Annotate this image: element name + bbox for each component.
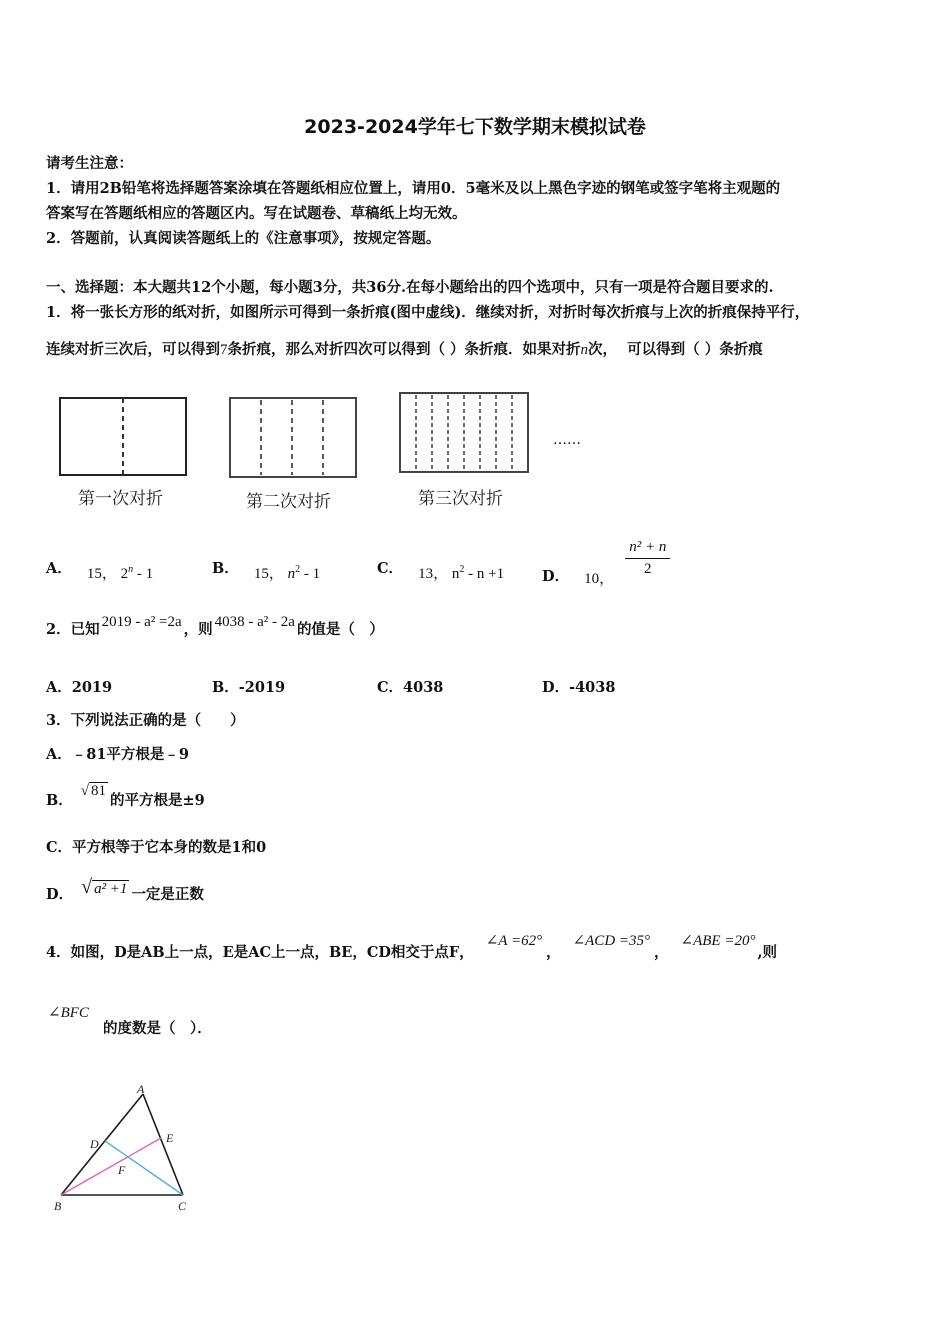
separator: ， <box>101 566 117 582</box>
notice-line-3: 2．答题前，认真阅读答题纸上的《注意事项》，按规定答题。 <box>46 230 441 247</box>
fraction-numerator: n² + n <box>625 539 670 559</box>
fold-1-paper <box>60 398 186 475</box>
q2-given-equation: 2019 - a² =2a <box>101 614 182 630</box>
q3-option-c: C．平方根等于它本身的数是1和0 <box>46 839 267 856</box>
sqrt-a2-plus-1: √ a² +1 <box>81 876 128 898</box>
option-label: B． <box>46 792 73 809</box>
q1-option-d <box>542 539 670 587</box>
q3-option-d <box>46 876 204 905</box>
label-a: A <box>137 1082 145 1096</box>
expr-tail: - n +1 <box>464 566 505 582</box>
label-b: B <box>54 1199 62 1213</box>
expr-base: n <box>287 566 296 582</box>
q4-stem <box>46 933 778 962</box>
option-value: 15 <box>253 566 269 582</box>
separator: ， <box>599 570 615 587</box>
option-label: B． <box>212 560 239 577</box>
q1-n: n <box>580 342 589 358</box>
q4-stem-text: 4．如图，D是AB上一点，E是AC上一点，BE，CD相交于点F， <box>46 944 474 961</box>
option-label: C． <box>377 560 404 577</box>
option-label: A． <box>46 560 72 577</box>
q1-text-a: 连续对折三次后，可以得到 <box>46 341 220 358</box>
q2-option-b: B．-2019 <box>212 679 286 696</box>
caption-fold-3: 第三次对折 <box>418 489 503 509</box>
page-title: 2023-2024学年七下数学期末模拟试卷 <box>304 116 646 138</box>
q1-text-d: 可以得到（ ）条折痕 <box>627 341 763 358</box>
expr-base: 2 <box>120 566 129 582</box>
expr-exponent: 2 <box>459 564 465 575</box>
label-e: E <box>166 1131 174 1145</box>
q3-stem: 3．下列说法正确的是（ ） <box>46 712 245 729</box>
q1-stem-line-2 <box>46 338 763 359</box>
q1-text-c: 次， <box>588 341 618 358</box>
q2-option-c: C．4038 <box>377 679 444 696</box>
caption-fold-1: 第一次对折 <box>78 489 163 509</box>
notice-line-1: 1．请用2B铅笔将选择题答案涂填在答题纸相应位置上，请用0．5毫米及以上黑色字迹的钢笔或签字笔将主观题的 <box>46 180 781 197</box>
expr-tail: - 1 <box>133 566 154 582</box>
side-ab <box>61 1094 143 1195</box>
q2-expression: 4038 - a² - 2a <box>214 614 295 630</box>
radicand: 81 <box>91 783 106 799</box>
triangle-figure <box>50 1082 210 1217</box>
q2-option-d: D．-4038 <box>542 679 616 696</box>
angle-a: ∠A =62° <box>485 933 543 949</box>
angle-bfc: ∠BFC <box>48 1005 89 1021</box>
q2-mid: ，则 <box>183 621 213 638</box>
fold-2-paper <box>230 398 356 477</box>
fraction-denominator: 2 <box>644 561 652 577</box>
section-heading: 一、选择题：本大题共12个小题，每小题3分，共36分.在每小题给出的四个选项中，只有一项是符合题目要求的. <box>46 279 774 296</box>
q1-stem-line-1: 1．将一张长方形的纸对折，如图所示可得到一条折痕(图中虚线)．继续对折，对折时每次折痕与上次的折痕保持平行， <box>46 304 810 321</box>
q1-option-b <box>212 557 321 582</box>
notice-heading: 请考生注意： <box>46 155 133 172</box>
q1-option-a <box>46 557 154 582</box>
angle-acd: ∠ACD =35° <box>572 933 651 949</box>
caption-fold-2: 第二次对折 <box>246 492 331 512</box>
option-label: D． <box>542 567 570 585</box>
label-d: D <box>90 1137 99 1151</box>
q2-suffix: 的值是（ ） <box>296 621 384 638</box>
q1-seven: 7 <box>220 342 228 358</box>
q4-then: ,则 <box>757 944 778 961</box>
notice-line-2: 答案写在答题纸相应的答题区内。写在试题卷、草稿纸上均无效。 <box>46 205 467 222</box>
expr-exponent: 2 <box>295 564 301 575</box>
q3-option-b <box>46 783 205 810</box>
separator: ， <box>654 944 669 961</box>
q4-ask: 的度数是（ ）． <box>103 1020 212 1037</box>
separator: ， <box>268 566 284 582</box>
option-value: 13 <box>418 566 434 582</box>
q2-stem <box>46 614 384 639</box>
q2-option-a: A．2019 <box>46 679 113 696</box>
q1-text-b: 条折痕，那么对折四次可以得到（ ）条折痕．如果对折 <box>227 341 581 358</box>
fraction <box>625 539 670 578</box>
option-text: 一定是正数 <box>131 886 204 903</box>
ellipsis: …… <box>553 432 581 448</box>
sqrt-81: √ 81 <box>80 783 106 799</box>
label-c: C <box>178 1199 187 1213</box>
q1-option-c <box>377 557 505 582</box>
segment-be <box>61 1138 161 1195</box>
angle-abe: ∠ABE =20° <box>680 933 756 949</box>
expr-exponent: n <box>128 564 134 575</box>
expr-tail: - 1 <box>300 566 321 582</box>
expr-base: n <box>451 566 460 582</box>
q3-option-a: A．﹣81平方根是﹣9 <box>46 746 190 763</box>
option-label: D． <box>46 886 74 903</box>
option-text: 的平方根是±9 <box>110 792 205 809</box>
option-value: 10 <box>584 570 600 587</box>
label-f: F <box>118 1163 126 1177</box>
segment-cd <box>105 1141 183 1195</box>
option-value: 15 <box>86 566 102 582</box>
separator: ， <box>433 566 449 582</box>
fold-3-paper <box>400 393 528 472</box>
radicand: a² +1 <box>94 881 128 897</box>
separator: ， <box>546 944 561 961</box>
q2-prefix: 2．已知 <box>46 621 100 638</box>
